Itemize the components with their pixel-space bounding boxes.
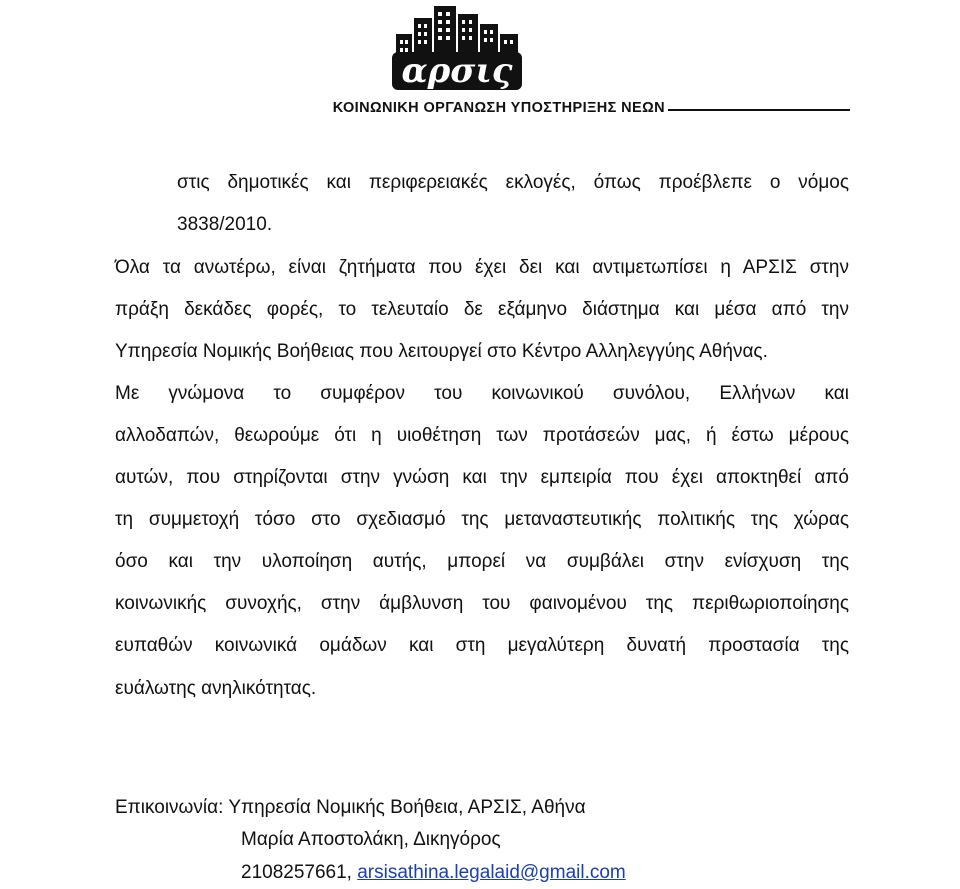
body-line: Υπηρεσία Νομικής Βοήθειας που λειτουργεί στο Κέντρο Αλληλεγγύης Αθήνας. xyxy=(115,341,768,362)
letterhead-rule xyxy=(668,109,850,111)
body-line: στις δημοτικές και περιφερειακές εκλογές, όπως προέβλεπε ο νόμος xyxy=(177,172,849,193)
letterhead xyxy=(0,0,960,130)
email-link[interactable]: arsisathina.legalaid@gmail.com xyxy=(357,862,626,883)
organization-name: ΚΟΙΝΩΝΙΚΗ ΟΡΓΑΝΩΣΗ ΥΠΟΣΤΗΡΙΞΗΣ ΝΕΩΝ xyxy=(332,100,665,116)
contact-line: Επικοινωνία: Υπηρεσία Νομικής Βοήθεια, ΑΡΣΙΣ, Αθήνα xyxy=(115,797,586,818)
body-line: πράξη δεκάδες φορές, το τελευταίο δε εξάμηνο διάστημα και μέσα από την xyxy=(115,299,849,320)
contact-phone: 2108257661, xyxy=(241,862,358,883)
body-line: κοινωνικής συνοχής, στην άμβλυνση του φαινομένου της περιθωριοποίησης xyxy=(115,593,849,614)
body-line: τη συμμετοχή τόσο στο σχεδιασμό της μεταναστευτικής πολιτικής της χώρας xyxy=(115,509,849,530)
body-line: ευάλωτης ανηλικότητας. xyxy=(115,678,317,699)
body-line: αυτών, που στηρίζονται στην γνώση και την εμπειρία που έχει αποκτηθεί από xyxy=(115,467,849,488)
body-line: 3838/2010. xyxy=(177,214,273,235)
logo-wordmark: αρσις xyxy=(401,51,513,91)
body-line: Όλα τα ανωτέρω, είναι ζητήματα που έχει δει και αντιμετωπίσει η ΑΡΣΙΣ στην xyxy=(115,257,849,278)
contact-phone-email xyxy=(241,861,626,885)
body-line: όσο και την υλοποίηση αυτής, μπορεί να συμβάλει στην ενίσχυση της xyxy=(115,551,849,572)
contact-name: Μαρία Αποστολάκη, Δικηγόρος xyxy=(241,829,501,850)
body-line: αλλοδαπών, θεωρούμε ότι η υιοθέτηση των προτάσεών μας, ή έστω μέρους xyxy=(115,425,849,446)
body-line: ευπαθών κοινωνικά ομάδων και στη μεγαλύτερη δυνατή προστασία της xyxy=(115,635,849,656)
arsis-logo xyxy=(388,4,538,96)
body-line: Με γνώμονα το συμφέρον του κοινωνικού συνόλου, Ελλήνων και xyxy=(115,383,849,404)
